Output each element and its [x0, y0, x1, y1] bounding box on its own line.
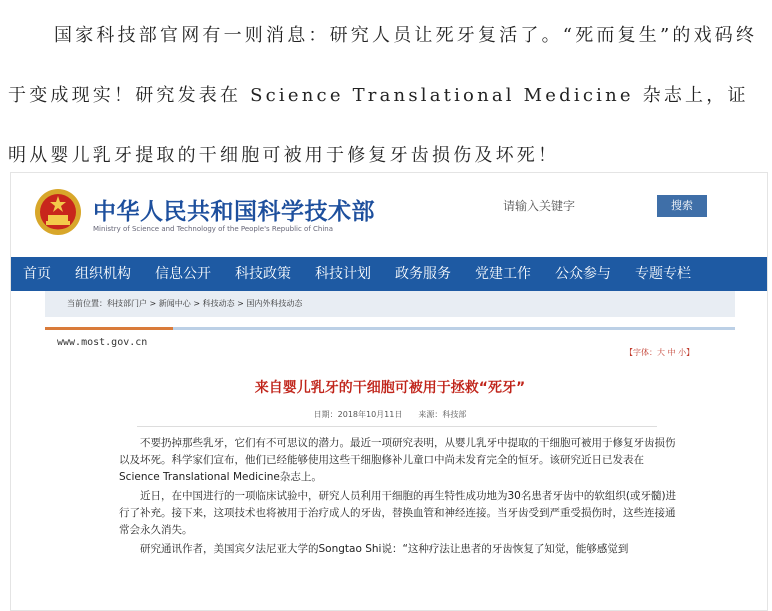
- article-body: [119, 435, 679, 560]
- article-title: 来自婴儿乳牙的干细胞可被用于拯救“死牙”: [254, 380, 526, 396]
- article-paragraph: 不要扔掉那些乳牙，它们有不可思议的潜力。最近一项研究表明，从婴儿乳牙中提取的干细胞可被用于修复牙齿损伤以及坏死。科学家们宣布，他们已经能够使用这些干细胞修补儿童口中尚未发育完全的恒牙。该研究近日已发表在Science Translational Medicine杂志上。: [119, 437, 676, 483]
- nav-item-home[interactable]: 首页: [23, 266, 51, 282]
- nav-item-party[interactable]: 党建工作: [475, 266, 531, 282]
- site-header: [11, 173, 768, 257]
- search-button[interactable]: 搜索: [657, 195, 707, 217]
- meta-divider: [137, 426, 657, 427]
- nav-item-policy[interactable]: 科技政策: [235, 266, 291, 282]
- intro-paragraph: 国家科技部官网有一则消息：研究人员让死牙复活了。“死而复生”的戏码终于变成现实！研究发表在 Science Translational Medicine 杂志上，证明从婴儿乳牙提取的干细胞可被用于修复牙齿损伤及坏死！: [8, 25, 758, 166]
- main-nav: [11, 257, 768, 291]
- nav-item-programs[interactable]: 科技计划: [315, 266, 371, 282]
- nav-item-info-disclosure[interactable]: 信息公开: [155, 266, 211, 282]
- font-size-control[interactable]: 【字体：大 中 小】: [625, 348, 695, 357]
- article-paragraph: 近日，在中国进行的一项临床试验中，研究人员利用干细胞的再生特性成功地为30名患者牙齿中的软组织(或牙髓)进行了补充。接下来，这项技术也将被用于治疗成人的牙齿，替换血管和神经连接。当牙齿受到严重受损伤时，这些连接通常会永久消失。: [119, 490, 677, 536]
- intro-text: [8, 6, 768, 186]
- national-emblem-icon[interactable]: [33, 187, 83, 237]
- article-page: [45, 291, 735, 611]
- nav-item-organization[interactable]: 组织机构: [75, 266, 131, 282]
- nav-item-services[interactable]: 政务服务: [395, 266, 451, 282]
- accent-divider: [45, 327, 735, 330]
- site-subtitle: Ministry of Science and Technology of the People's Republic of China: [93, 225, 334, 233]
- breadcrumb[interactable]: 当前位置：科技部门户 > 新闻中心 > 科技动态 > 国内外科技动态: [67, 299, 303, 308]
- article-paragraph: 研究通讯作者，美国宾夕法尼亚大学的Songtao Shi说：“这种疗法让患者的牙齿恢复了知觉，能够感觉到: [140, 543, 629, 555]
- article-meta: 日期：2018年10月11日 来源：科技部: [313, 410, 467, 419]
- nav-item-topics[interactable]: 专题专栏: [635, 266, 691, 282]
- search-input[interactable]: [503, 195, 633, 217]
- breadcrumb-bar: [45, 291, 735, 317]
- site-title[interactable]: 中华人民共和国科学技术部: [93, 199, 375, 225]
- site-url: www.most.gov.cn: [57, 337, 148, 348]
- website-screenshot: [10, 172, 768, 611]
- nav-item-public[interactable]: 公众参与: [555, 266, 611, 282]
